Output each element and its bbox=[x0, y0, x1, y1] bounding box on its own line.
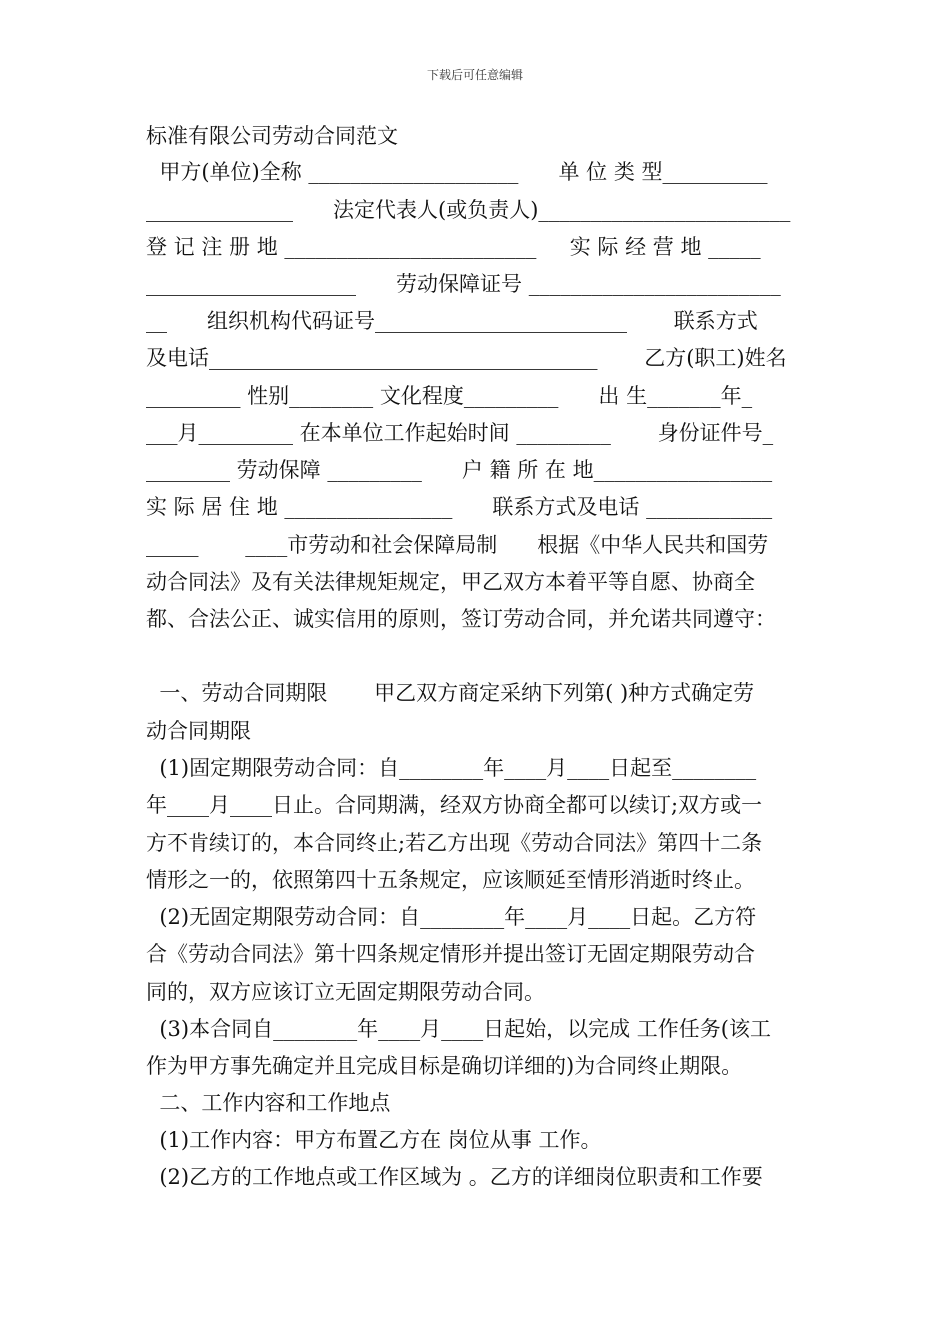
text-line: (3)本合同自________年____月____日起始，以完成 工作任务(该工 bbox=[146, 1017, 771, 1041]
text-line: 动合同期限 bbox=[146, 719, 251, 743]
text-line: 登 记 注 册 地 ________________________ 实 际 经 营 地 _____ bbox=[146, 235, 761, 259]
text-line: _____ ____市劳动和社会保障局制 根据《中华人民共和国劳 bbox=[146, 533, 769, 557]
text-line: ___月_________ 在本单位工作起始时间 _________ 身份证件号_ bbox=[146, 421, 774, 445]
text-line: 都、合法公正、诚实信用的原则，签订劳动合同，并允诺共同遵守： bbox=[146, 607, 776, 631]
text-line: ____________________ 劳动保障证号 ________________________ bbox=[146, 272, 781, 296]
text-line: 及电话_____________________________________ 乙方(职工)姓名 bbox=[146, 346, 787, 370]
document-title: 标准有限公司劳动合同范文 bbox=[146, 124, 398, 148]
text-line: 动合同法》及有关法律规矩规定，甲乙双方本着平等自愿、协商全 bbox=[146, 570, 755, 594]
text-line: 实 际 居 住 地 ________________ 联系方式及电话 ____________ bbox=[146, 495, 773, 519]
text-line: 同的，双方应该订立无固定期限劳动合同。 bbox=[146, 980, 545, 1004]
page-header: 下载后可任意编辑 bbox=[426, 68, 523, 82]
text-line: (2)乙方的工作地点或工作区域为 。乙方的详细岗位职责和工作要 bbox=[146, 1165, 763, 1189]
section-heading: 一、劳动合同期限 甲乙双方商定采纳下列第( )种方式确定劳 bbox=[146, 681, 755, 705]
text-line: __ 组织机构代码证号________________________ 联系方式 bbox=[146, 309, 758, 333]
text-line: (1)固定期限劳动合同：自________年____月____日起至________ bbox=[146, 756, 757, 780]
text-line: 作为甲方事先确定并且完成目标是确切详细的)为合同终止期限。 bbox=[146, 1054, 743, 1078]
text-line: 年____月____日止。合同期满，经双方协商全都可以续订;双方或一 bbox=[146, 793, 763, 817]
text-line: (1)工作内容：甲方布置乙方在 岗位从事 工作。 bbox=[146, 1128, 602, 1152]
section-heading: 二、工作内容和工作地点 bbox=[146, 1091, 391, 1115]
text-line: ________ 劳动保障 _________ 户 籍 所 在 地_________________ bbox=[146, 458, 773, 482]
text-line: (2)无固定期限劳动合同：自________年____月____日起。乙方符 bbox=[146, 905, 757, 929]
text-line: 方不肯续订的，本合同终止;若乙方出现《劳动合同法》第四十二条 bbox=[146, 831, 763, 855]
text-line: 合《劳动合同法》第十四条规定情形并提出签订无固定期限劳动合 bbox=[146, 942, 755, 966]
text-line: 甲方(单位)全称 ____________________ 单 位 类 型__________ bbox=[146, 160, 768, 184]
text-line: _________ 性别________ 文化程度_________ 出 生_______年_ bbox=[146, 384, 753, 408]
text-line: ______________ 法定代表人(或负责人)________________________ bbox=[146, 198, 791, 222]
text-line: 情形之一的，依照第四十五条规定，应该顺延至情形消逝时终止。 bbox=[146, 868, 755, 892]
